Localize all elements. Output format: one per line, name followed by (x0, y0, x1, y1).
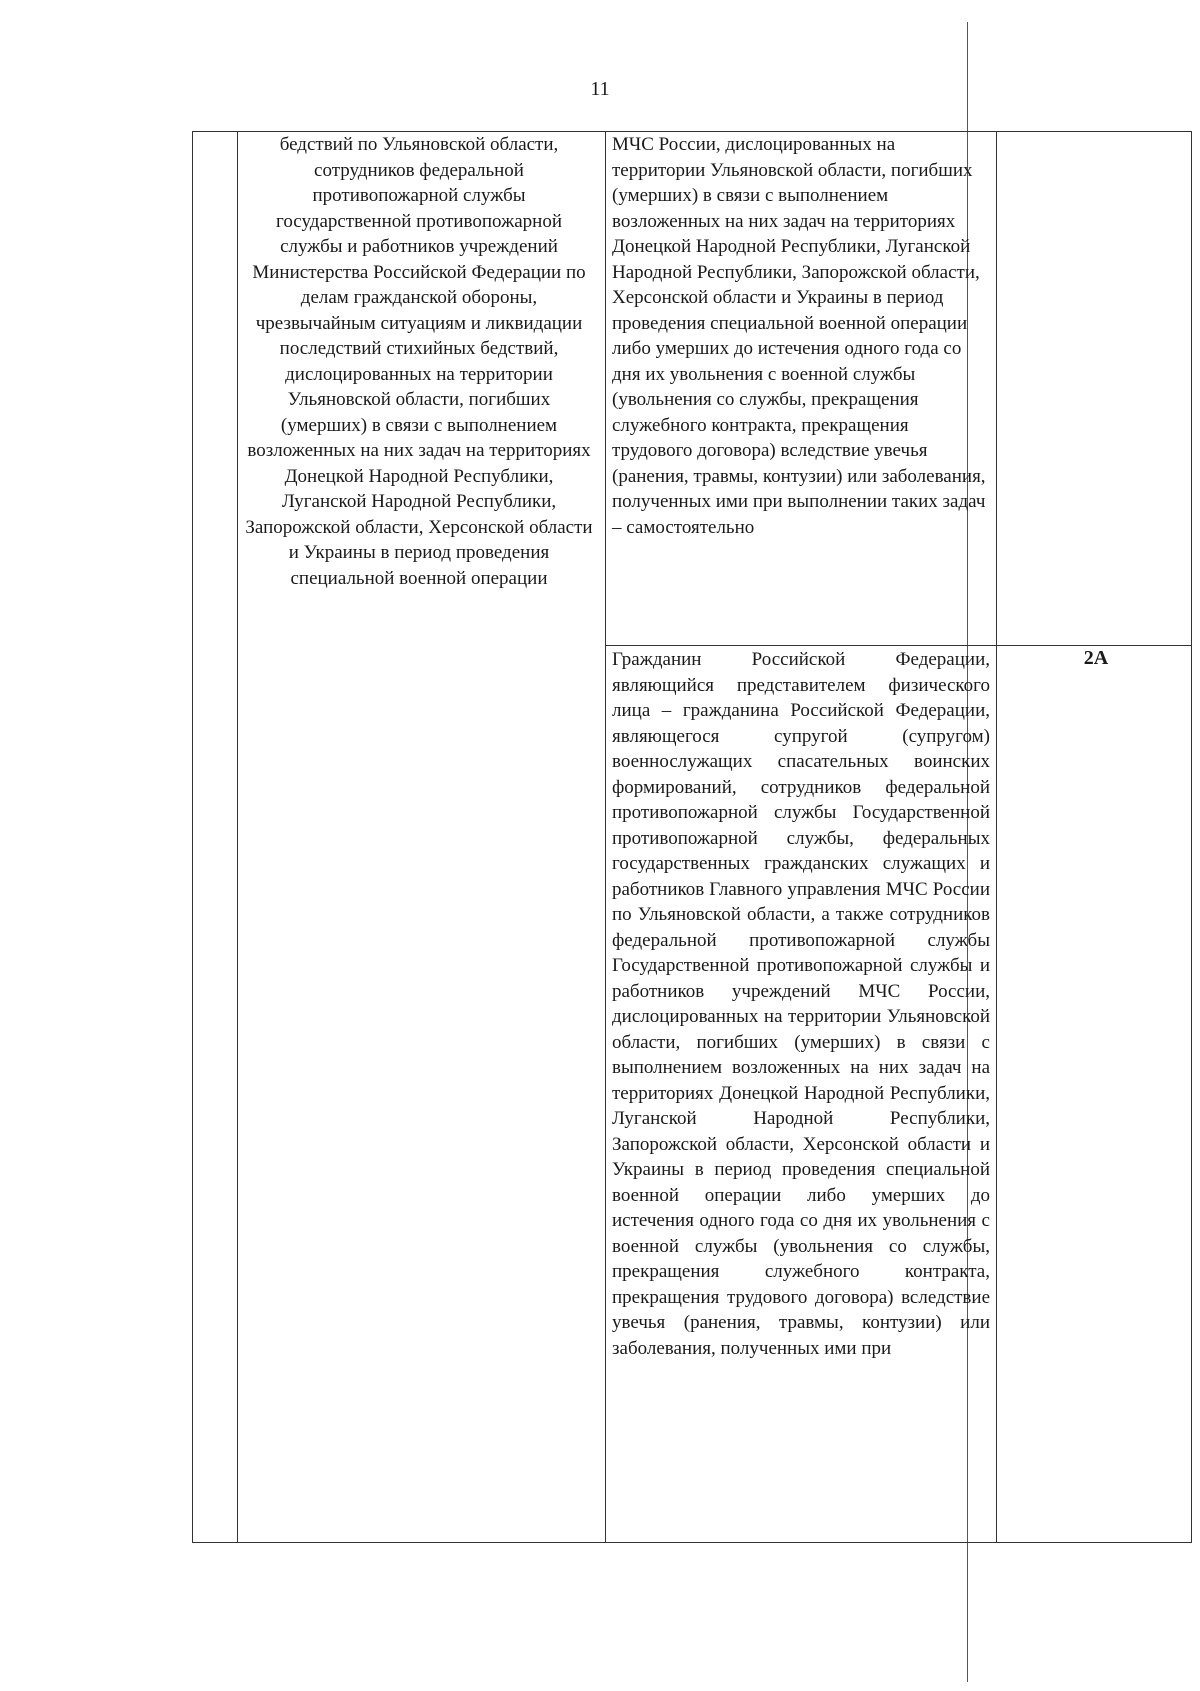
applicant-cell: Гражданин Российской Федерации, являющийся представителем физического лица – гражданина Российской Федерации, являющегося супругой (супругом) военнослужащих спасательных воинских формирований, сотрудников федеральной противопожарной службы Государственной противопожарной службы, федеральных государственных гражданских служащих и работников Главного управления МЧС России по Ульяновской области, а также сотрудников федеральной противопожарной службы Государственной противопожарной службы и работников учреждений МЧС России, дислоцированных на территории Ульяновской области, погибших (умерших) в связи с выполнением возложенных на них задач на территориях Донецкой Народной Республики, Луганской Народной Республики, Запорожской области, Херсонской области и Украины в период проведения специальной военной операции либо умерших до истечения одного года со дня их увольнения с военной службы (увольнения со службы, прекращения служебного контракта, прекращения трудового договора) вследствие увечья (ранения, травмы, контузии) или заболевания, полученных ими при (612, 649, 990, 1359)
table-row-divider (605, 645, 1192, 646)
page-number: 11 (590, 78, 610, 100)
category-cell: бедствий по Ульяновской области, сотрудников федеральной противопожарной службы государственной противопожарной службы и работников учреждений Министерства Российской Федерации по делам гражданской обороны, чрезвычайным ситуациям и ликвидации последствий стихийных бедствий, дислоцированных на территории Ульяновской области, погибших (умерших) в связи с выполнением возложенных на них задач на территориях Донецкой Народной Республики, Луганской Народной Республики, Запорожской области, Херсонской области и Украины в период проведения специальной военной операции (245, 134, 593, 589)
table-column-divider (996, 131, 997, 1543)
applicant-cell: МЧС России, дислоцированных на территории Ульяновской области, погибших (умерших) в связи с выполнением возложенных на них задач на территориях Донецкой Народной Республики, Луганской Народной Республики, Запорожской области, Херсонской области и Украины в период проведения специальной военной операции либо умерших до истечения одного года со дня их увольнения с военной службы (увольнения со службы, прекращения служебного контракта, прекращения трудового договора) вследствие увечья (ранения, травмы, контузии) или заболевания, полученных ими при выполнении таких задач – самостоятельно (612, 134, 986, 538)
variant-code: 2А (1083, 647, 1109, 669)
table-column-divider (237, 131, 238, 1543)
table-column-divider (605, 131, 606, 1543)
